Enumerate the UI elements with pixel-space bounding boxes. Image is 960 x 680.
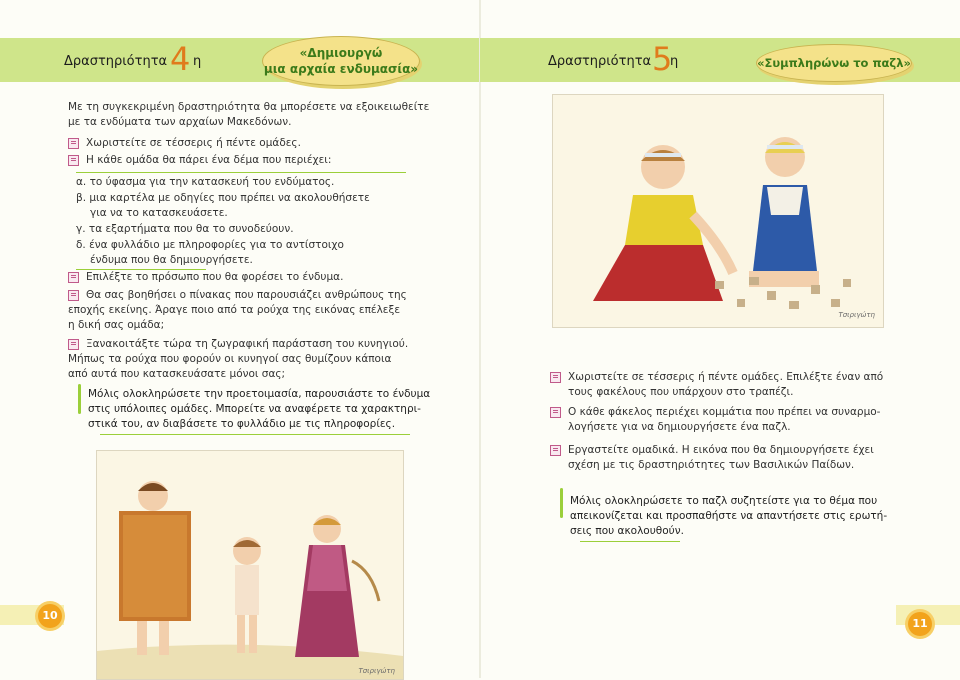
bullet-text-line: Θα σας βοηθήσει ο πίνακας που παρουσιάζει ανθρώπους της: [86, 289, 407, 301]
bracket-accent: [78, 384, 81, 414]
bullet-item: [68, 288, 446, 333]
checkbox-icon: [550, 445, 561, 456]
bullet-item: [550, 443, 938, 473]
checkbox-icon: [68, 290, 79, 301]
activity-label: Δραστηριότητα: [548, 54, 652, 69]
left-page: [0, 0, 480, 678]
closing-line-3: σεις που ακολουθούν.: [570, 525, 684, 537]
signature: Τσιριγώτη: [358, 667, 395, 675]
closing-line-2: στις υπόλοιπες ομάδες. Μπορείτε να αναφέρετε τα χαρακτηρι-: [88, 403, 421, 415]
page-number: 10: [38, 604, 62, 628]
checkbox-icon: [68, 138, 79, 149]
divider: [100, 434, 410, 435]
bullet-text-line: από αυτά που κατασκευάσατε μόνοι σας;: [68, 368, 286, 380]
bracket-accent: [560, 488, 563, 518]
bullet-text: Χωριστείτε σε τέσσερις ή πέντε ομάδες.: [86, 137, 301, 149]
bullet-text-line: Εργαστείτε ομαδικά. Η εικόνα που θα δημιουργήσετε έχει: [568, 444, 874, 456]
bullet-text-line: Μήπως τα ρούχα που φορούν οι κυνηγοί σας θυμίζουν κάποια: [68, 353, 392, 365]
sub-item-b-1: β. μια καρτέλα με οδηγίες που πρέπει να ακολουθήσετε: [76, 192, 370, 204]
clothing-illustration: [96, 450, 404, 680]
bullet-text: Η κάθε ομάδα θα πάρει ένα δέμα που περιέχει:: [86, 154, 332, 166]
activity-label: Δραστηριότητα: [64, 54, 168, 69]
closing-line-1: Μόλις ολοκληρώσετε την προετοιμασία, παρουσιάστε το ένδυμα: [88, 388, 431, 400]
sub-item-a: α. το ύφασμα για την κατασκευή του ενδύματος.: [76, 176, 335, 188]
checkbox-icon: [68, 272, 79, 283]
bullet-item: [68, 153, 331, 168]
closing-line-3: στικά του, αν διαβάσετε το φυλλάδιο με τις πληροφορίες.: [88, 418, 396, 430]
sub-item-c: γ. τα εξαρτήματα που θα το συνοδεύουν.: [76, 223, 294, 235]
intro-line-1: Με τη συγκεκριμένη δραστηριότητα θα μπορέσετε να εξοικειωθείτε: [68, 101, 430, 113]
checkbox-icon: [68, 339, 79, 350]
bullet-text-line: η δική σας ομάδα;: [68, 319, 165, 331]
bubble-line-2: μια αρχαία ενδυμασία»: [263, 62, 419, 76]
activity-title-bubble: [756, 44, 912, 82]
sub-item-b-2: για να το κατασκευάσετε.: [90, 207, 228, 219]
closing-line-2: απεικονίζεται και προσπαθήστε να απαντήσετε στις ερωτή-: [570, 510, 888, 522]
sub-item-d-1: δ. ένα φυλλάδιο με πληροφορίες για το αντίστοιχο: [76, 239, 344, 251]
page-number: 11: [908, 612, 932, 636]
activity-number: 5: [652, 40, 673, 78]
checkbox-icon: [550, 407, 561, 418]
bullet-text-line: εποχής εκείνης. Άραγε ποιο από τα ρούχα της εικόνας επέλεξε: [68, 304, 401, 316]
bullet-text-line: Ο κάθε φάκελος περιέχει κομμάτια που πρέπει να συναρμο-: [568, 406, 881, 418]
clothing-drawing: [97, 451, 403, 679]
bullet-item: [550, 405, 938, 435]
divider: [580, 541, 680, 542]
right-page: [480, 0, 960, 678]
checkbox-icon: [68, 155, 79, 166]
intro-line-2: με τα ενδύματα των αρχαίων Μακεδόνων.: [68, 116, 292, 128]
bullet-item: [68, 337, 446, 382]
bullet-text-line: σχέση με τις δραστηριότητες των Βασιλικών Παίδων.: [568, 459, 855, 471]
bullet-item: [68, 270, 343, 285]
bullet-item: [68, 136, 301, 151]
bullet-text-line: Ξανακοιτάξτε τώρα τη ζωγραφική παράσταση του κυνηγιού.: [86, 338, 409, 350]
bullet-text-line: λογήσετε για να δημιουργήσετε ένα παζλ.: [568, 421, 791, 433]
bullet-item: [550, 370, 938, 400]
activity-title-bubble: [262, 36, 420, 86]
bullet-text-line: τους φακέλους που υπάρχουν στο τραπέζι.: [568, 386, 794, 398]
signature: Τσιριγώτη: [838, 311, 875, 319]
closing-line-1: Μόλις ολοκληρώσετε το παζλ συζητείστε για το θέμα που: [570, 495, 878, 507]
sub-item-d-2: ένδυμα που θα δημιουργήσετε.: [90, 254, 253, 266]
checkbox-icon: [550, 372, 561, 383]
activity-number: 4: [170, 40, 191, 78]
activity-suffix: η: [193, 54, 202, 69]
activity-suffix: η: [670, 54, 679, 69]
puzzle-illustration: [552, 94, 884, 328]
bubble-text: «Συμπληρώνω το παζλ»: [757, 56, 911, 70]
divider: [76, 172, 406, 173]
bullet-text: Επιλέξτε το πρόσωπο που θα φορέσει το ένδυμα.: [86, 271, 344, 283]
bubble-line-1: «Δημιουργώ: [299, 46, 383, 60]
bullet-text-line: Χωριστείτε σε τέσσερις ή πέντε ομάδες. Επιλέξτε έναν από: [568, 371, 884, 383]
puzzle-drawing: [553, 95, 883, 327]
